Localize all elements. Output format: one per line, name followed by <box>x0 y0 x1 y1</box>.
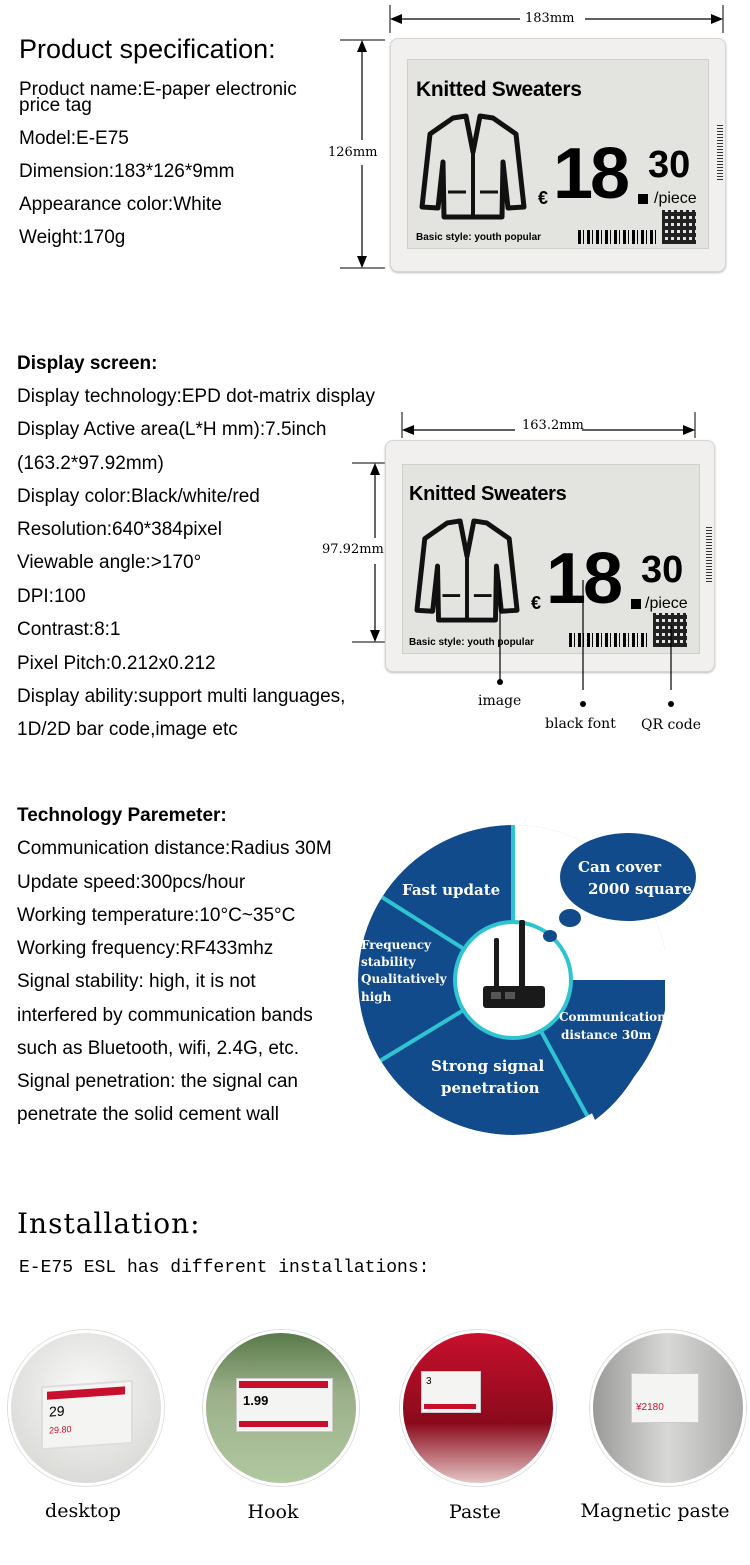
price-tag-image <box>390 38 726 272</box>
install-desktop-label: desktop <box>45 1500 121 1522</box>
currency-symbol: € <box>538 188 549 208</box>
hook-tag-price: 1.99 <box>243 1393 269 1408</box>
callout-lines <box>490 580 690 690</box>
magnetic-tag-price: ¥2180 <box>636 1402 664 1413</box>
wheel-strong-2: penetration <box>441 1079 540 1097</box>
desktop-tag-sub: 29.80 <box>49 1424 72 1436</box>
paste-tag <box>421 1371 481 1413</box>
callout-qr-code: QR code <box>641 717 701 733</box>
tech-title: Technology Paremeter: <box>17 805 227 826</box>
hook-tag-footer <box>239 1421 328 1427</box>
hook-tag-banner <box>239 1381 328 1388</box>
cloud-line-1: Can cover <box>578 858 662 876</box>
side-barcode-2 <box>706 526 712 582</box>
spec-name: Product name:E-paper electronic <box>19 79 297 100</box>
spec-model: Model:E-E75 <box>19 128 129 149</box>
price-cents-2: 30 <box>641 549 684 591</box>
tech-line-temperature: Working temperature:10°C~35°C <box>17 905 296 926</box>
hook-tag <box>236 1378 333 1432</box>
wheel-comm-2: distance 30m <box>561 1028 652 1042</box>
tech-line-frequency: Working frequency:RF433mhz <box>17 938 274 959</box>
tech-line-stability: Signal stability: high, it is not <box>17 971 256 992</box>
spec-name-2: price tag <box>19 95 92 116</box>
price-unit-2: /piece <box>645 595 688 612</box>
tech-line-cement: penetrate the solid cement wall <box>17 1104 279 1125</box>
display-line-technology: Display technology:EPD dot-matrix display <box>17 386 375 407</box>
wheel-fast-update: Fast update <box>402 881 501 899</box>
barcode <box>578 230 658 244</box>
display-line-barcode: 1D/2D bar code,image etc <box>17 719 238 740</box>
wheel-freq-3: Qualitatively <box>361 972 447 986</box>
wheel-comm-1: Communication <box>559 1010 666 1024</box>
dim2-height-label: 97.92mm <box>322 542 384 557</box>
display-line-contrast: Contrast:8:1 <box>17 619 121 640</box>
price-main-2: 18 <box>546 539 621 619</box>
wheel-freq-1: Frequency <box>361 938 432 952</box>
callout-image: image <box>478 693 522 709</box>
tech-line-penetration: Signal penetration: the signal can <box>17 1071 298 1092</box>
display-line-dpi: DPI:100 <box>17 586 86 607</box>
tech-line-bands: interfered by communication bands <box>17 1005 313 1026</box>
wheel-strong-1: Strong signal <box>431 1057 545 1075</box>
install-desktop-image <box>8 1330 164 1486</box>
price-main: 18 <box>553 134 628 214</box>
desktop-tag-banner <box>47 1386 125 1399</box>
callout-black-font: black font <box>545 716 616 732</box>
currency-symbol-2: € <box>531 593 542 613</box>
magnetic-tag <box>631 1373 699 1423</box>
tag-screen <box>407 59 709 249</box>
price-unit: /piece <box>654 190 697 207</box>
install-magnetic-label: Magnetic paste <box>580 1500 730 1522</box>
display-title: Display screen: <box>17 353 158 374</box>
tag-title: Knitted Sweaters <box>416 78 582 101</box>
tech-line-speed: Update speed:300pcs/hour <box>17 872 246 893</box>
desktop-tag <box>41 1380 133 1450</box>
display-line-pitch: Pixel Pitch:0.212x0.212 <box>17 653 216 674</box>
display-line-active-area: Display Active area(L*H mm):7.5inch <box>17 419 327 440</box>
tag-title-2: Knitted Sweaters <box>409 483 567 505</box>
tech-line-distance: Communication distance:Radius 30M <box>17 838 332 859</box>
basic-style-2: Basic style: youth popular <box>409 637 535 648</box>
cloud-line-2: 2000 square <box>588 880 692 898</box>
install-hook-image <box>203 1330 359 1486</box>
display-line-resolution: Resolution:640*384pixel <box>17 519 222 540</box>
price-cents: 30 <box>648 144 691 186</box>
dim-height-label: 126mm <box>328 145 378 160</box>
install-paste-image <box>400 1330 556 1486</box>
tech-line-bluetooth: such as Bluetooth, wifi, 2.4G, etc. <box>17 1038 299 1059</box>
wheel-freq-2: stability <box>361 955 416 969</box>
basic-style: Basic style: youth popular <box>416 232 542 243</box>
display-line-color: Display color:Black/white/red <box>17 486 260 507</box>
install-subtitle: E-E75 ESL has different installations: <box>19 1258 430 1278</box>
install-title: Installation: <box>17 1207 201 1240</box>
spec-dimension: Dimension:183*126*9mm <box>19 161 235 182</box>
dim-width-label: 183mm <box>525 11 575 26</box>
spec-title: Product specification: <box>19 34 276 64</box>
price-dot <box>638 194 648 204</box>
wheel-freq-4: high <box>361 990 392 1004</box>
install-magnetic-image <box>590 1330 746 1486</box>
dim2-width-label: 163.2mm <box>522 418 584 433</box>
callout-dots <box>576 698 686 710</box>
display-line-ability: Display ability:support multi languages, <box>17 686 346 707</box>
paste-tag-footer <box>424 1404 476 1409</box>
paste-tag-price: 3 <box>426 1376 432 1387</box>
display-line-angle: Viewable angle:>170° <box>17 552 202 573</box>
side-barcode <box>717 124 723 180</box>
install-hook-label: Hook <box>247 1501 299 1523</box>
qr-code <box>662 210 696 244</box>
install-paste-label: Paste <box>449 1501 501 1523</box>
display-line-area-mm: (163.2*97.92mm) <box>17 453 164 474</box>
spec-weight: Weight:170g <box>19 227 126 248</box>
desktop-tag-price: 29 <box>49 1402 65 1420</box>
sweater-icon <box>418 112 528 222</box>
spec-color: Appearance color:White <box>19 194 222 215</box>
